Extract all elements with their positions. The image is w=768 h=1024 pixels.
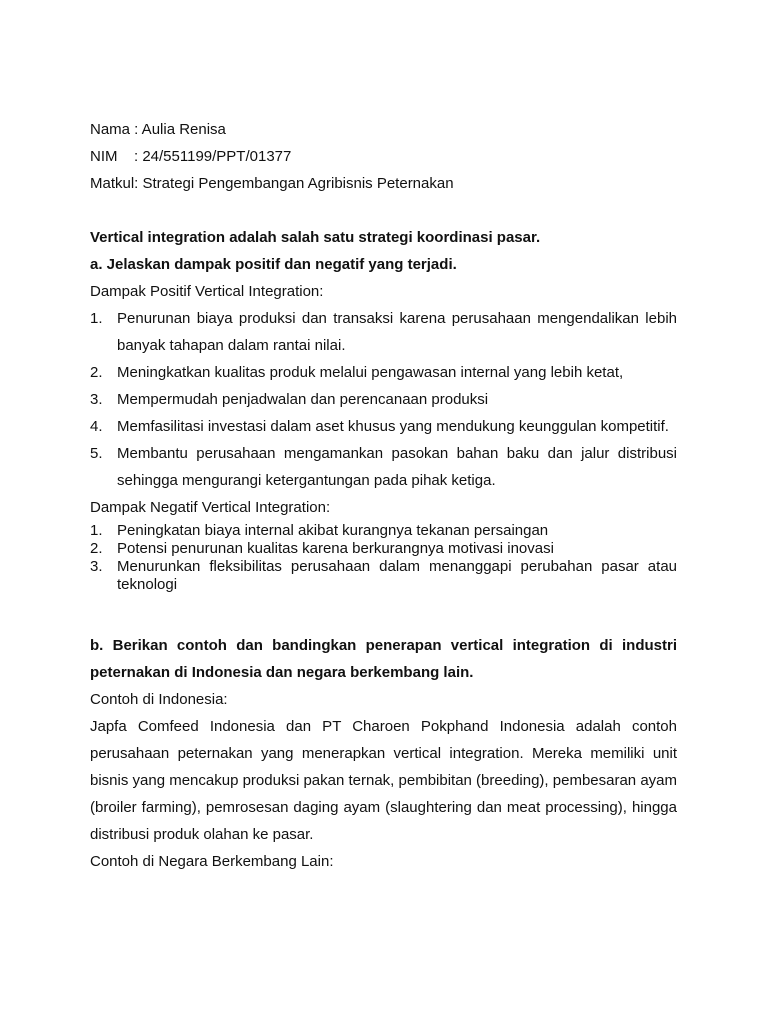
course-line: Matkul: Strategi Pengembangan Agribisnis Peternakan <box>90 175 454 192</box>
list-item <box>90 386 677 413</box>
list-item <box>90 540 677 558</box>
list-number: 2. <box>90 364 103 381</box>
question-b: b. Berikan contoh dan bandingkan penerapan vertical integration di industri peternakan di Indonesia dan negara berkembang lain. <box>90 637 677 681</box>
question-intro: Vertical integration adalah salah satu strategi koordinasi pasar. <box>90 229 541 246</box>
nim-label: NIM <box>90 148 118 165</box>
list-text: Penurunan biaya produksi dan transaksi karena perusahaan mengendalikan lebih banyak tahapan dalam rantai nilai. <box>117 310 677 354</box>
list-item <box>90 558 677 594</box>
name-line: Nama : Aulia Renisa <box>90 121 226 138</box>
list-text: Potensi penurunan kualitas karena berkurangnya motivasi inovasi <box>117 540 554 557</box>
list-text: Meningkatkan kualitas produk melalui pengawasan internal yang lebih ketat, <box>117 364 624 381</box>
list-number: 3. <box>90 391 103 408</box>
list-number: 2. <box>90 540 103 557</box>
document-page <box>90 116 677 875</box>
negative-list <box>90 522 677 594</box>
list-item <box>90 440 677 494</box>
indonesia-heading: Contoh di Indonesia: <box>90 691 228 708</box>
list-item <box>90 522 677 540</box>
nim-value: : 24/551199/PPT/01377 <box>134 148 292 165</box>
list-number: 1. <box>90 522 103 539</box>
positive-heading: Dampak Positif Vertical Integration: <box>90 283 324 300</box>
list-item <box>90 413 677 440</box>
list-number: 5. <box>90 445 103 462</box>
spacer <box>90 197 677 224</box>
list-text: Mempermudah penjadwalan dan perencanaan produksi <box>117 391 489 408</box>
list-text: Membantu perusahaan mengamankan pasokan bahan baku dan jalur distribusi sehingga mengurangi ketergantungan pada pihak ketiga. <box>117 445 677 489</box>
list-item <box>90 359 677 386</box>
indonesia-paragraph: Japfa Comfeed Indonesia dan PT Charoen Pokphand Indonesia adalah contoh perusahaan peternakan yang menerapkan vertical integration. Mereka memiliki unit bisnis yang mencakup produksi pakan ternak, pembibitan (breeding), pembesaran ayam (broiler farming), pemrosesan daging ayam (slaughtering dan meat processing), hingga distribusi produk olahan ke pasar. <box>90 718 677 843</box>
list-text: Memfasilitasi investasi dalam aset khusus yang mendukung keunggulan kompetitif. <box>117 418 669 435</box>
list-number: 4. <box>90 418 103 435</box>
other-country-heading: Contoh di Negara Berkembang Lain: <box>90 853 334 870</box>
list-number: 1. <box>90 310 103 327</box>
positive-list <box>90 305 677 494</box>
list-text: Peningkatan biaya internal akibat kurangnya tekanan persaingan <box>117 522 549 539</box>
list-number: 3. <box>90 558 103 575</box>
list-text: Menurunkan fleksibilitas perusahaan dalam menanggapi perubahan pasar atau teknologi <box>117 558 677 593</box>
question-a: a. Jelaskan dampak positif dan negatif yang terjadi. <box>90 256 457 273</box>
spacer <box>90 594 677 632</box>
list-item <box>90 305 677 359</box>
nim-line <box>90 143 677 170</box>
negative-heading: Dampak Negatif Vertical Integration: <box>90 499 331 516</box>
